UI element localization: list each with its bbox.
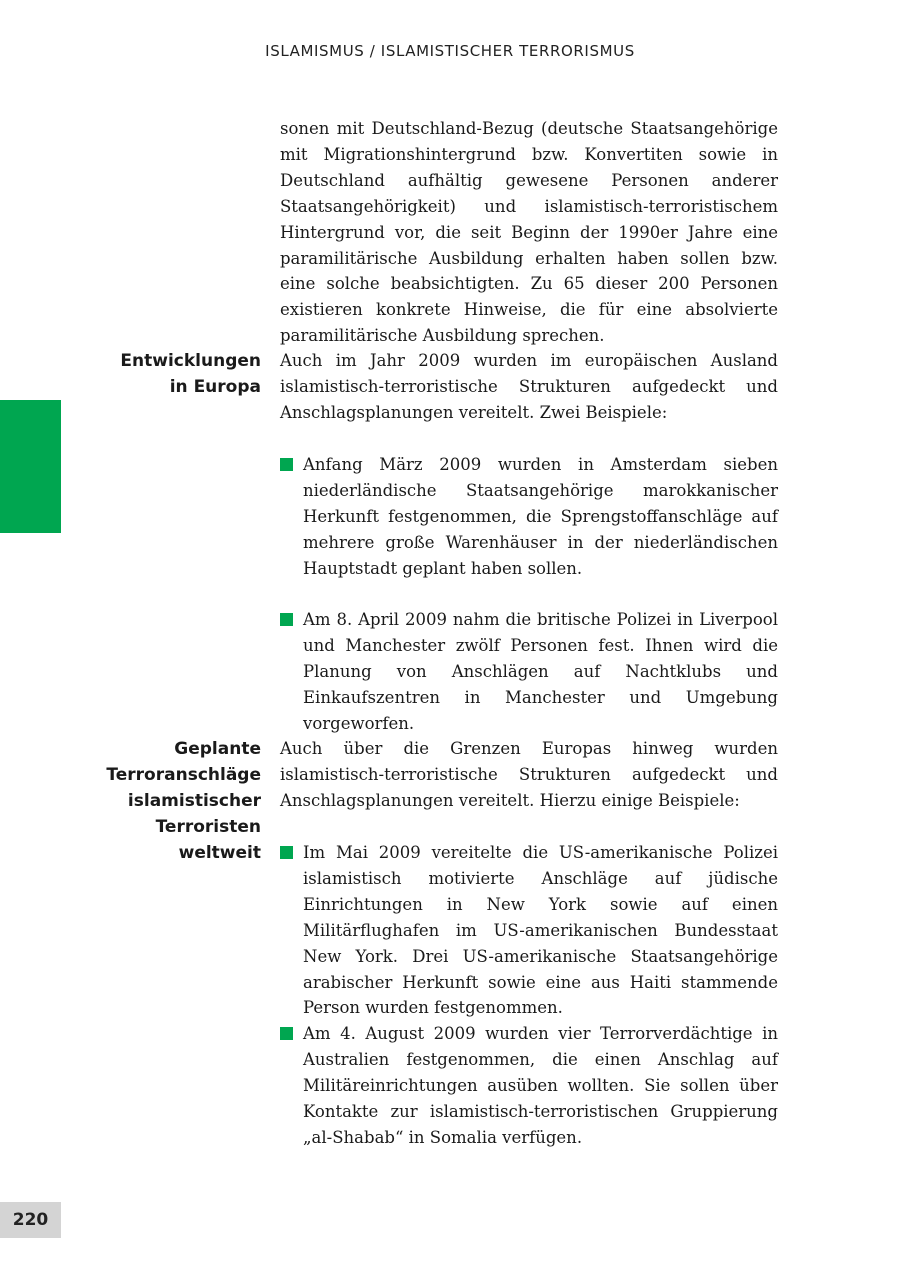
list-item: [280, 452, 778, 582]
list-item-text: Am 4. August 2009 wurden vier Terrorverdächtige in Australien festgenommen, die einen Anschlag auf Militäreinrichtungen ausüben wollten. Sie sollen über Kontakte zur islamistisch-terroristischen Gruppierung „al-Shabab“ in Somalia verfügen.: [303, 1024, 778, 1147]
europe-intro-paragraph: Auch im Jahr 2009 wurden im europäischen Ausland islamistisch-terroristische Strukturen aufgedeckt und Anschlagsplanungen vereitelt. Zwei Beispiele:: [280, 351, 778, 422]
list-item-text: Am 8. April 2009 nahm die britische Polizei in Liverpool und Manchester zwölf Personen fest. Ihnen wird die Planung von Anschlägen auf Nachtklubs und Einkaufszentren in Manchester und Umgebung vorgeworfen.: [303, 610, 778, 733]
side-heading-line: islamistischer: [127, 791, 261, 811]
square-bullet-icon: [280, 613, 293, 626]
list-item: [280, 1021, 778, 1151]
world-intro-paragraph: Auch über die Grenzen Europas hinweg wurden islamistisch-terroristische Strukturen aufgedeckt und Anschlagsplanungen vereitelt. Hierzu einige Beispiele:: [280, 739, 778, 810]
list-item: [280, 607, 778, 737]
list-item: [280, 840, 778, 1021]
side-heading-line: Geplante: [174, 739, 261, 759]
list-item-text: Anfang März 2009 wurden in Amsterdam sieben niederländische Staatsangehörige marokkanischer Herkunft festgenommen, die Sprengstoffanschläge auf mehrere große Warenhäuser in der niederländischen Hauptstadt geplant haben sollen.: [303, 455, 778, 578]
running-header: ISLAMISMUS / ISLAMISTISCHER TERRORISMUS: [265, 42, 635, 60]
page-number: 220: [0, 1202, 61, 1238]
side-heading-line: in Europa: [169, 377, 261, 397]
square-bullet-icon: [280, 458, 293, 471]
intro-paragraph: sonen mit Deutschland-Bezug (deutsche Staatsangehörige mit Migrationshintergrund bzw. Konvertiten sowie in Deutschland aufhältig gewesene Personen anderer Staatsangehörigkeit) und islamistisch-terroristischem Hintergrund vor, die seit Beginn der 1990er Jahre eine paramilitärische Ausbildung erhalten haben sollen bzw. eine solche beabsichtigten. Zu 65 dieser 200 Personen existieren konkrete Hinweise, die für eine absolvierte paramilitärische Ausbildung sprechen.: [280, 119, 778, 346]
chapter-tab-marker: [0, 400, 61, 533]
side-heading-europe: [91, 348, 261, 400]
square-bullet-icon: [280, 1027, 293, 1040]
side-heading-line: Terroristen: [155, 817, 261, 837]
side-heading-line: Terroranschläge: [106, 765, 261, 785]
square-bullet-icon: [280, 846, 293, 859]
side-heading-line: Entwicklungen: [120, 351, 261, 371]
side-heading-world: [91, 736, 261, 866]
side-heading-line: weltweit: [178, 843, 261, 863]
list-item-text: Im Mai 2009 vereitelte die US-amerikanische Polizei islamistisch motivierte Anschläge auf jüdische Einrichtungen in New York sowie auf einen Militärflughafen im US-amerikanischen Bundesstaat New York. Drei US-amerikanische Staatsangehörige arabischer Herkunft sowie eine aus Haiti stammende Person wurden festgenommen.: [303, 843, 778, 1018]
